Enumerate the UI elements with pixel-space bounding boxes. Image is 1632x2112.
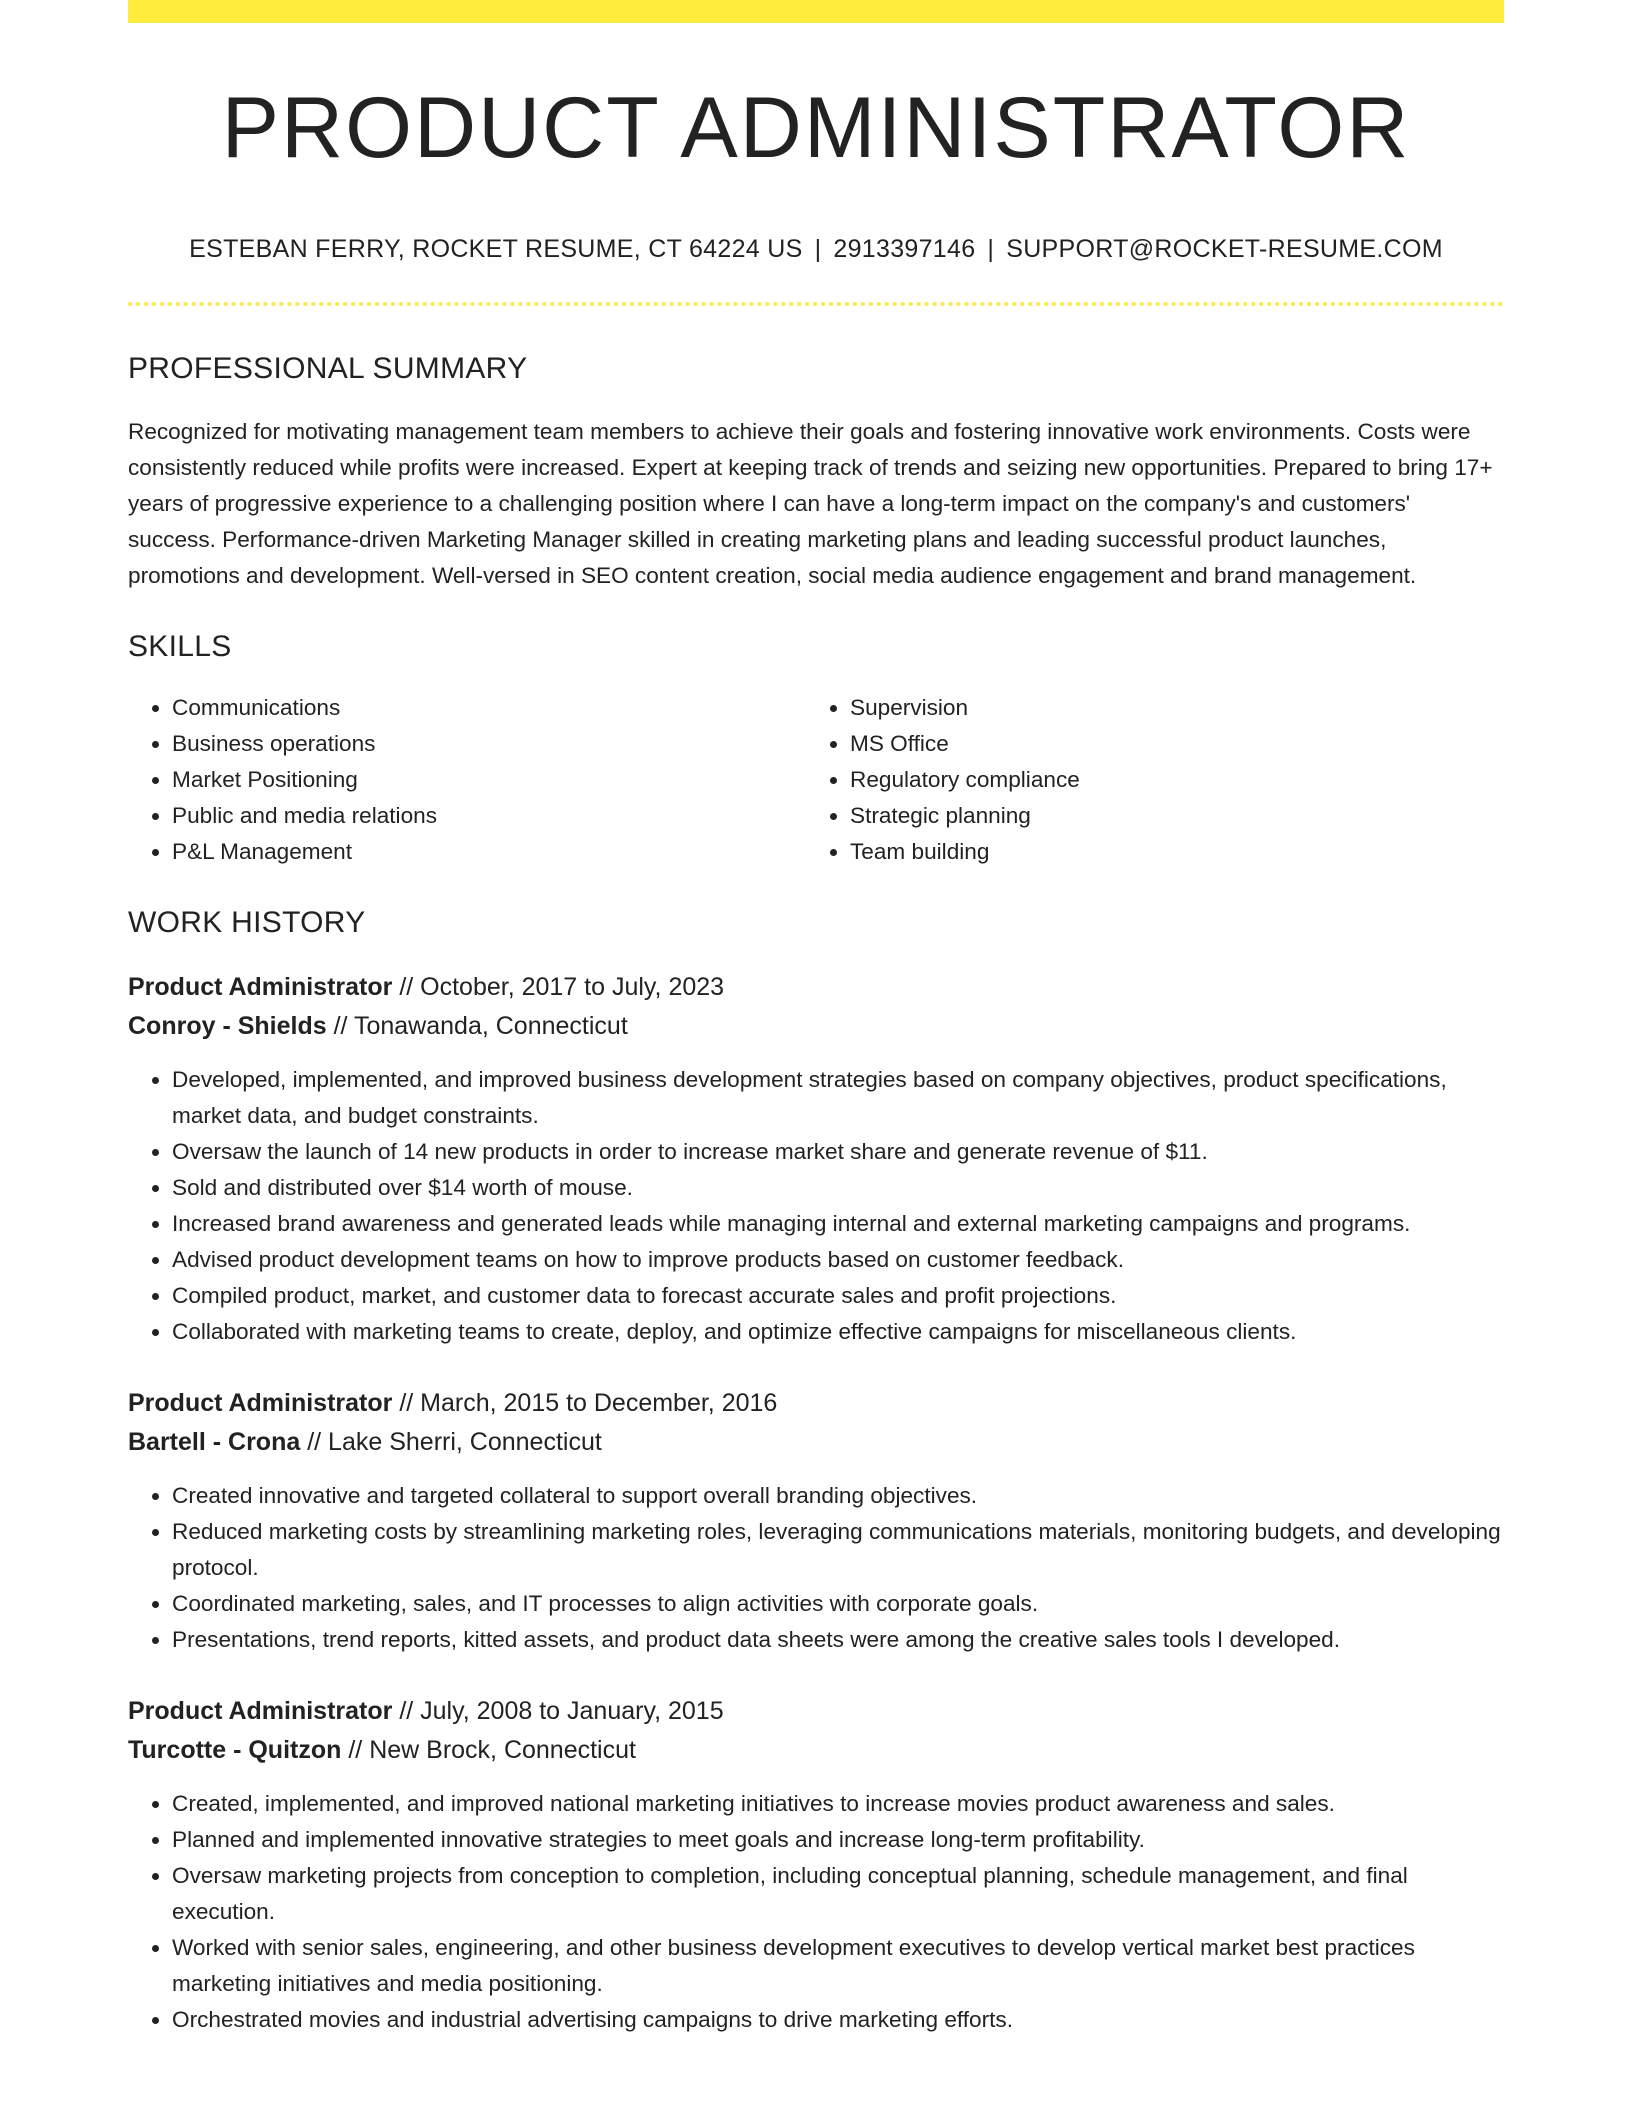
job-title: Product Administrator xyxy=(128,1389,393,1417)
job-bullet: • Created, implemented, and improved national marketing initiatives to increase movies product awareness and sales. xyxy=(172,1786,1504,1822)
job-location: // New Brock, Connecticut xyxy=(341,1736,636,1764)
job-location: // Lake Sherri, Connecticut xyxy=(300,1428,602,1456)
job-bullet: • Sold and distributed over $14 worth of mouse. xyxy=(172,1170,1504,1206)
job-dates: // July, 2008 to January, 2015 xyxy=(392,1697,724,1725)
job-title: Product Administrator xyxy=(128,1697,393,1725)
job-bullet: • Created innovative and targeted collateral to support overall branding objectives. xyxy=(172,1478,1504,1514)
skill-item: • Regulatory compliance xyxy=(850,762,1484,798)
skill-item: • MS Office xyxy=(850,726,1484,762)
skill-item: • Team building xyxy=(850,834,1484,870)
job-location: // Tonawanda, Connecticut xyxy=(326,1012,628,1040)
job-bullet: • Oversaw the launch of 14 new products in order to increase market share and generate revenue of $11. xyxy=(172,1134,1504,1170)
job-company: Turcotte - Quitzon xyxy=(128,1736,342,1764)
accent-bar xyxy=(128,0,1504,23)
skill-item: • Communications xyxy=(172,690,806,726)
job-title: Product Administrator xyxy=(128,973,393,1001)
job-bullet: • Advised product development teams on how to improve products based on customer feedback. xyxy=(172,1242,1504,1278)
work-history-heading: WORK HISTORY xyxy=(128,906,366,939)
job-bullets xyxy=(128,1786,1504,2038)
skills-columns xyxy=(128,690,1504,870)
contact-email: SUPPORT@ROCKET-RESUME.COM xyxy=(1006,235,1443,263)
skills-list-right xyxy=(806,690,1484,870)
resume-title: PRODUCT ADMINISTRATOR xyxy=(221,80,1411,176)
job-bullet: • Reduced marketing costs by streamlining marketing roles, leveraging communications materials, monitoring budgets, and developing protocol. xyxy=(172,1514,1504,1586)
job-bullets xyxy=(128,1478,1504,1658)
skills-heading: SKILLS xyxy=(128,630,232,663)
job-bullet: • Collaborated with marketing teams to create, deploy, and optimize effective campaigns for miscellaneous clients. xyxy=(172,1314,1504,1350)
job-company-line xyxy=(128,1007,1504,1046)
job-bullet: • Oversaw marketing projects from conception to completion, including conceptual planning, schedule management, and final execution. xyxy=(172,1858,1504,1930)
contact-separator: | xyxy=(987,235,995,263)
skill-item: • P&L Management xyxy=(172,834,806,870)
skill-item: • Public and media relations xyxy=(172,798,806,834)
skill-item: • Supervision xyxy=(850,690,1484,726)
job-dates: // October, 2017 to July, 2023 xyxy=(392,973,725,1001)
job-dates: // March, 2015 to December, 2016 xyxy=(392,1389,778,1417)
job-bullets xyxy=(128,1062,1504,1350)
job-entry xyxy=(128,1692,1504,2038)
skill-item: • Strategic planning xyxy=(850,798,1484,834)
summary-text: Recognized for motivating management team members to achieve their goals and fostering innovative work environments. Costs were consistently reduced while profits were increased. Expert at keeping track of trends and seizing new opportunities. Prepared to bring 17+ years of progressive experience to a challenging position where I can have a long-term impact on the company's and customers' success. Performance-driven Marketing Manager skilled in creating marketing plans and leading successful product launches, promotions and development. Well-versed in SEO content creation, social media audience engagement and brand management. xyxy=(128,419,1493,588)
job-bullet: • Presentations, trend reports, kitted assets, and product data sheets were among the creative sales tools I developed. xyxy=(172,1622,1504,1658)
summary-heading: PROFESSIONAL SUMMARY xyxy=(128,352,528,385)
job-company-line xyxy=(128,1731,1504,1770)
job-company-line xyxy=(128,1423,1504,1462)
skill-item: • Business operations xyxy=(172,726,806,762)
resume-page xyxy=(128,0,1504,2038)
job-title-line xyxy=(128,1384,1504,1423)
contact-address: ESTEBAN FERRY, ROCKET RESUME, CT 64224 US xyxy=(189,235,803,263)
job-company: Bartell - Crona xyxy=(128,1428,301,1456)
job-bullet: • Increased brand awareness and generated leads while managing internal and external marketing campaigns and programs. xyxy=(172,1206,1504,1242)
job-bullet: • Compiled product, market, and customer data to forecast accurate sales and profit projections. xyxy=(172,1278,1504,1314)
job-entry xyxy=(128,1384,1504,1658)
job-bullet: • Developed, implemented, and improved business development strategies based on company objectives, product specifications, market data, and budget constraints. xyxy=(172,1062,1504,1134)
job-company: Conroy - Shields xyxy=(128,1012,327,1040)
contact-separator: | xyxy=(814,235,822,263)
job-bullet: • Coordinated marketing, sales, and IT processes to align activities with corporate goals. xyxy=(172,1586,1504,1622)
contact-line xyxy=(128,237,1504,262)
job-bullet: • Planned and implemented innovative strategies to meet goals and increase long-term profitability. xyxy=(172,1822,1504,1858)
skill-item: • Market Positioning xyxy=(172,762,806,798)
job-title-line xyxy=(128,1692,1504,1731)
job-title-line xyxy=(128,968,1504,1007)
job-bullet: • Orchestrated movies and industrial advertising campaigns to drive marketing efforts. xyxy=(172,2002,1504,2038)
job-bullet: • Worked with senior sales, engineering, and other business development executives to develop vertical market best practices marketing initiatives and media positioning. xyxy=(172,1930,1504,2002)
skills-list-left xyxy=(128,690,806,870)
job-entry xyxy=(128,968,1504,1350)
contact-phone: 2913397146 xyxy=(833,235,976,263)
dotted-divider xyxy=(128,302,1504,306)
